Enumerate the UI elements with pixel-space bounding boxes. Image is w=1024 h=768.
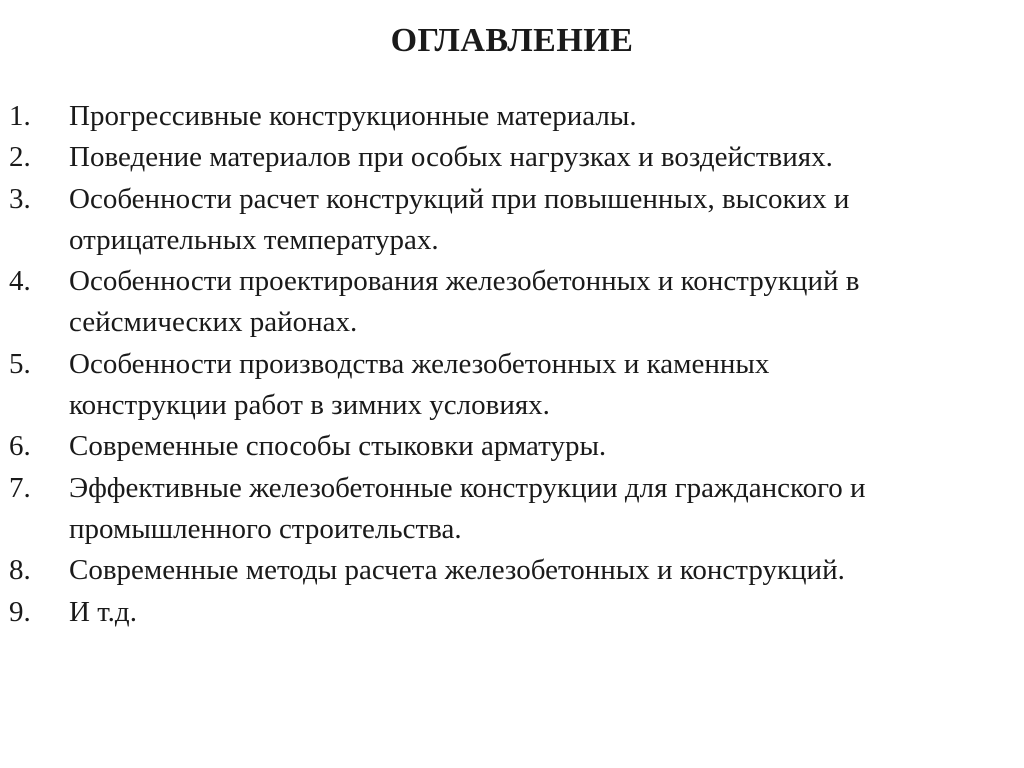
toc-item-number: 4. — [9, 265, 31, 298]
toc-item-9 — [0, 592, 1024, 633]
toc-item-number: 2. — [9, 141, 31, 174]
toc-item-number: 9. — [9, 595, 31, 628]
toc-item-text-continuation: сейсмических районах. — [69, 306, 358, 339]
toc-item-text-continuation: конструкции работ в зимних условиях. — [69, 389, 550, 422]
toc-item-text: Особенности расчет конструкций при повышенных, высоких и — [69, 182, 850, 215]
toc-item-7 — [0, 468, 1024, 551]
toc-item-number: 7. — [9, 471, 31, 504]
toc-item-number: 3. — [9, 182, 31, 215]
toc-item-8 — [0, 550, 1024, 591]
toc-item-text: Современные способы стыковки арматуры. — [69, 430, 607, 463]
toc-item-text: Особенности проектирования железобетонных и конструкций в — [69, 265, 860, 298]
toc-item-text: Поведение материалов при особых нагрузках и воздействиях. — [69, 141, 833, 174]
toc-item-text: Современные методы расчета железобетонных и конструкций. — [69, 554, 845, 587]
toc-item-3 — [0, 179, 1024, 262]
toc-item-number: 5. — [9, 347, 31, 380]
toc-item-text: Прогрессивные конструкционные материалы. — [69, 100, 637, 132]
toc-item-text-continuation: промышленного строительства. — [69, 512, 462, 545]
toc-item-1 — [0, 96, 1024, 137]
table-of-contents — [0, 96, 1024, 633]
toc-item-text-continuation: отрицательных температурах. — [69, 223, 439, 256]
toc-item-text: И т.д. — [69, 595, 137, 628]
toc-item-number: 8. — [9, 554, 31, 587]
toc-item-text: Эффективные железобетонные конструкции для гражданского и — [69, 471, 866, 504]
toc-item-text: Особенности производства железобетонных и каменных — [69, 347, 770, 380]
toc-item-6 — [0, 426, 1024, 467]
toc-item-4 — [0, 261, 1024, 344]
toc-item-number: 1. — [9, 100, 31, 132]
page-title: ОГЛАВЛЕНИЕ — [390, 22, 634, 59]
toc-item-5 — [0, 344, 1024, 427]
toc-item-number: 6. — [9, 430, 31, 463]
toc-item-2 — [0, 137, 1024, 178]
